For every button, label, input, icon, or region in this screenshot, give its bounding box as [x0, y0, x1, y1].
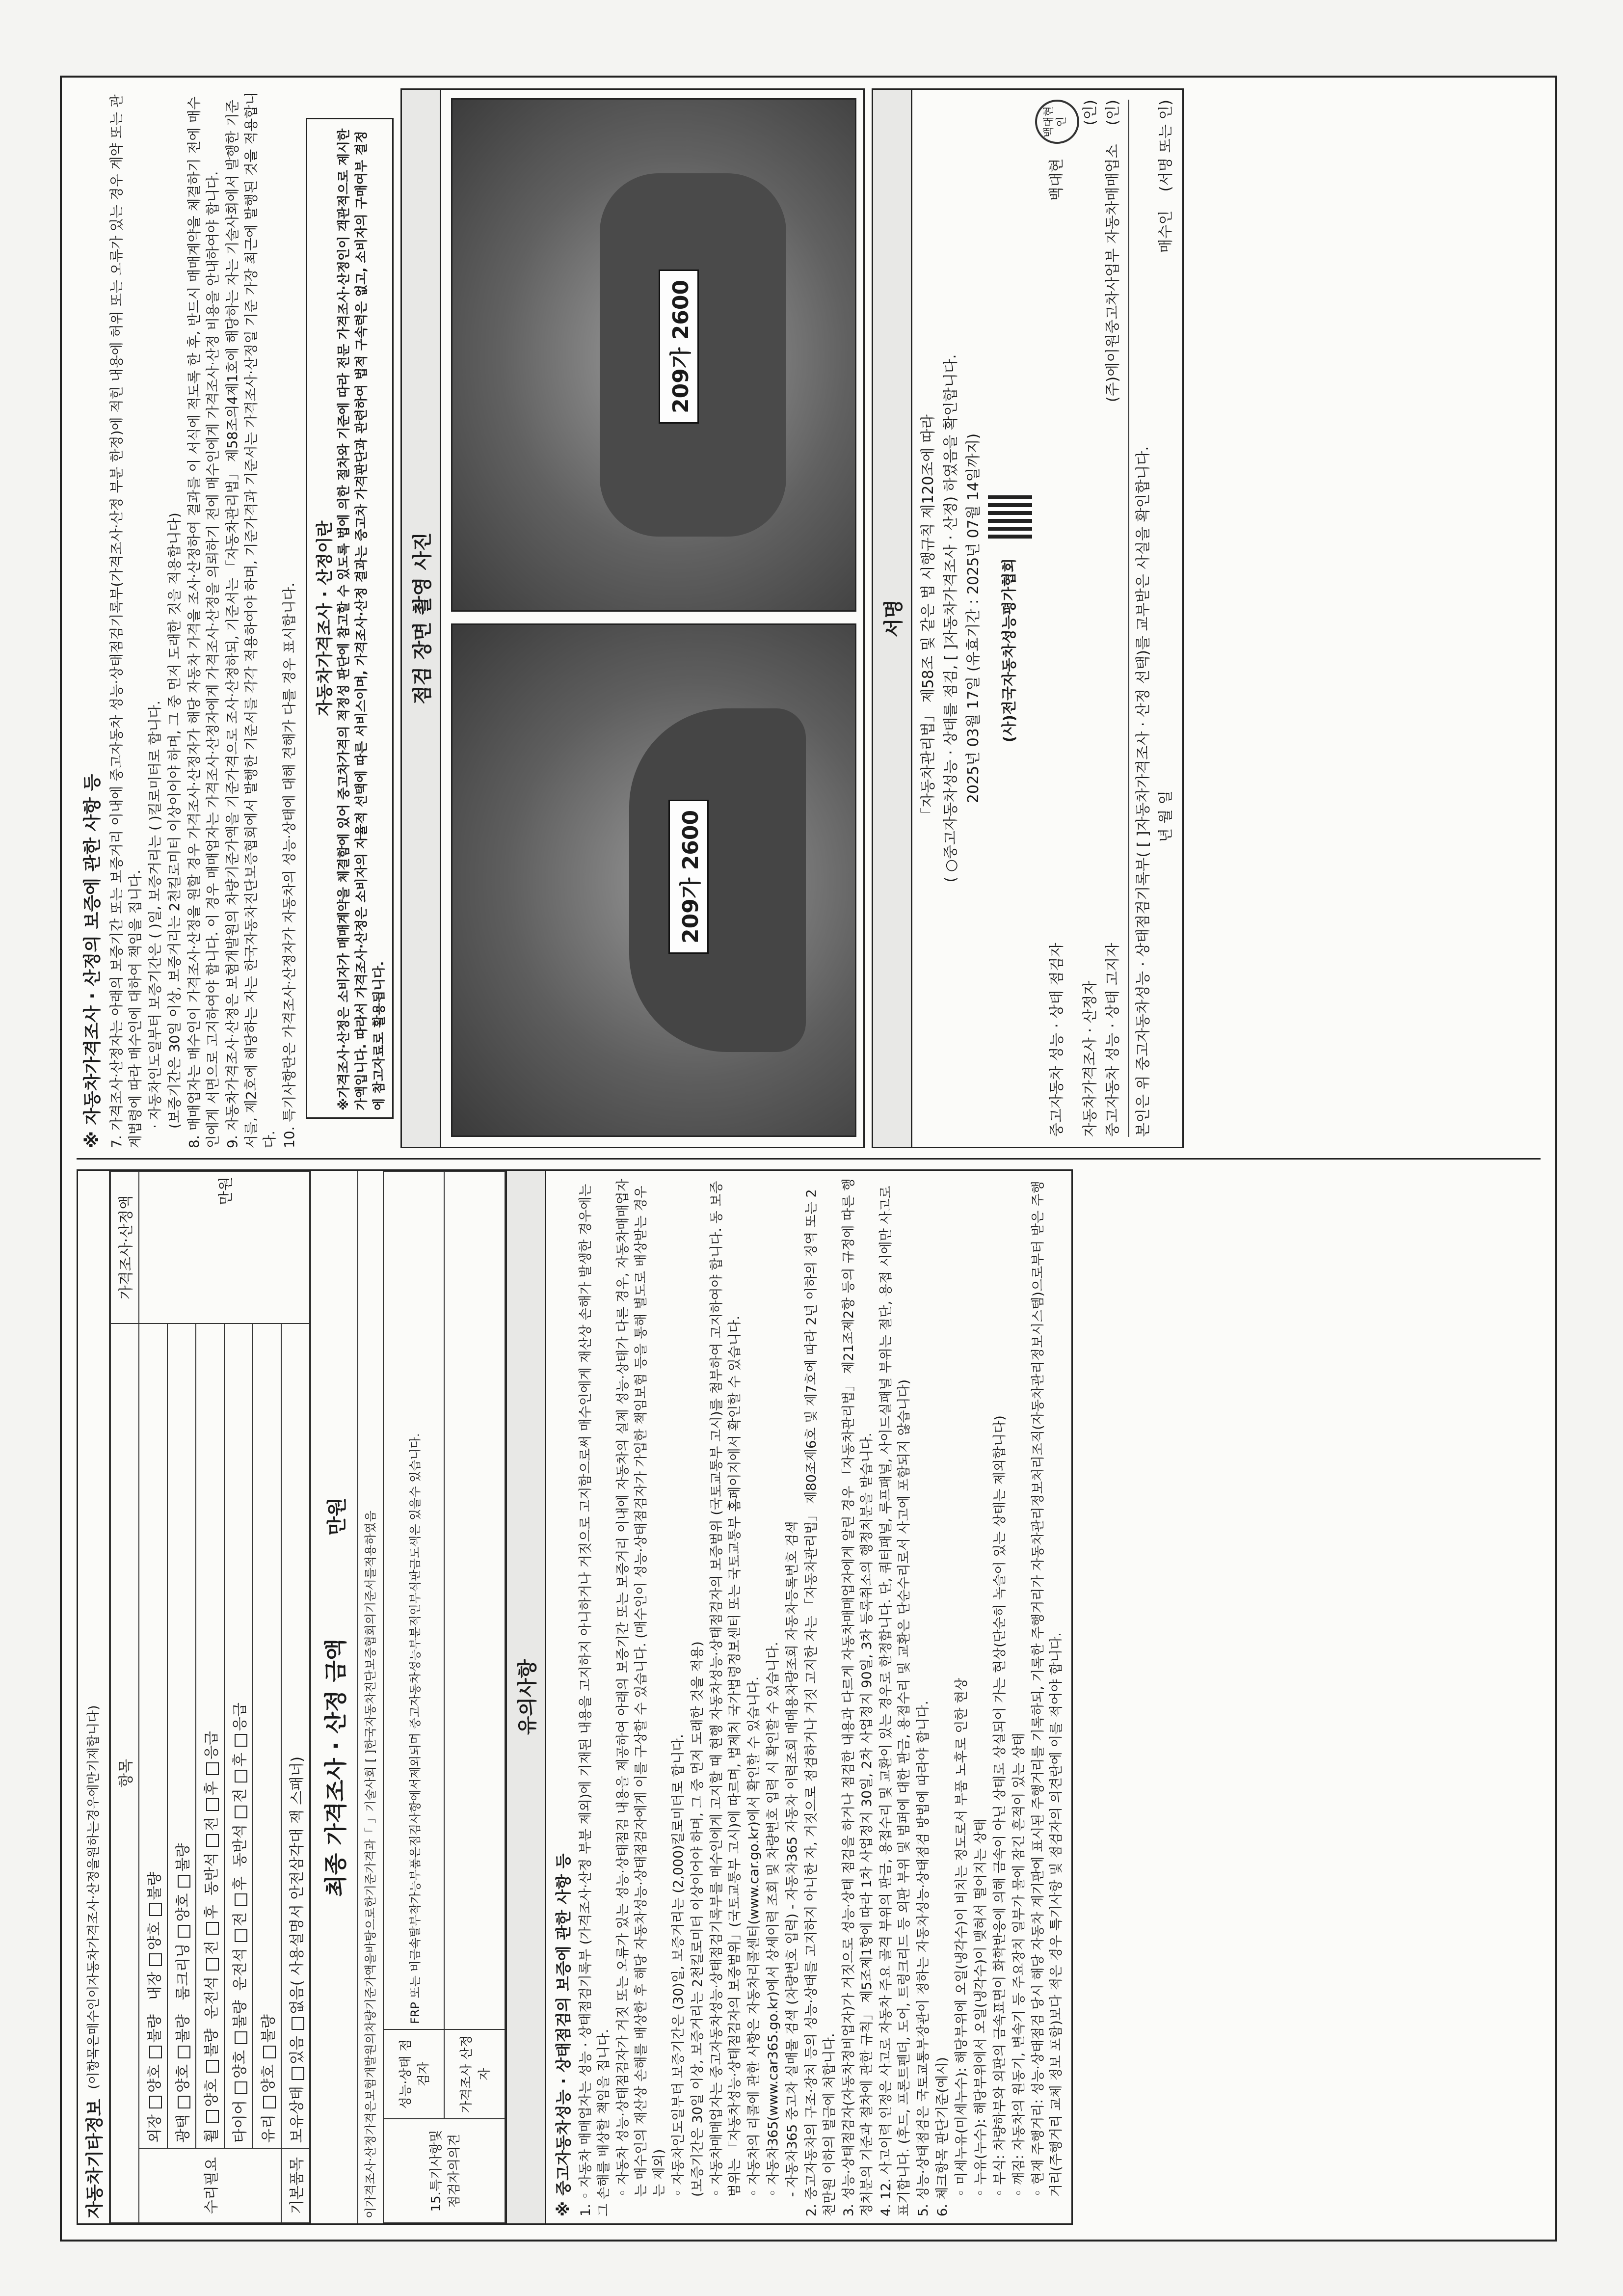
item-7: 7. 가격조사·산정자는 아래의 보증기간 또는 보증거리 이내에 중고자동차 성능·상태점검기록부(가격조사·산정 부분 한정)에 적힌 내용에 허위 또는 오류가 있는 경우 계약 또는 관계법령에 따라 매수인에 대하여 책임을 집니다.: [108, 94, 143, 1148]
other-info-table: [110, 1171, 310, 2223]
price-checker-label: 가격조사 산정자: [444, 2029, 505, 2119]
seal-stamp-icon: 백대현인: [1035, 100, 1079, 144]
note-1c: ◦ 자동차인도일부터 보증기간은 (30)일, 보증거리는 (2,000)킬로미터로 합니다.: [671, 1734, 686, 2197]
note-6b: ◦ 누유(누수): 해당부위에서 오일(냉각수)이 맺혀서 떨어지는 상태: [973, 1818, 988, 2197]
checkbox[interactable]: [235, 1806, 247, 1818]
final-price-unit: 만원: [326, 1497, 348, 1536]
col-price: 가격조사·산정액: [110, 1171, 139, 1324]
row-basic: 보유상태있음없음( 사용설명서 안전삼각대 잭 스패너): [281, 1324, 310, 2148]
checkbox[interactable]: [149, 1953, 162, 1966]
row-wheel: 휠양호불량 운전석전후 동반석전후응급: [196, 1324, 224, 2148]
checkbox[interactable]: [149, 1903, 162, 1916]
price-unit: 만원: [139, 1171, 310, 1324]
checkbox[interactable]: [263, 2046, 276, 2058]
checkbox[interactable]: [178, 1925, 190, 1938]
note-3: 3. 성능·상태점검자(자동차정비업자)가 거짓으로 성능·상태 점검을 하거나 점검한 내용과 다르게 자동차매매업자에게 알린 경우 「자동차관리법」 제21조제2항 등의 규정에 따른 행정처분의 기준과 절차에 관한 규칙」 제5조제1항에 따라 1차 사업정지 30일, 2차 사업정지 90일, 3차 등록취소의 행정처분을 받습니다.: [841, 1178, 875, 2216]
ymd: 년 월 일: [1157, 790, 1174, 842]
checkbox[interactable]: [235, 1929, 247, 1942]
final-price-title: 최종 가격조사 · 산정 금액: [322, 1638, 349, 1897]
car-body: [629, 708, 806, 1052]
checkbox[interactable]: [149, 2096, 162, 2108]
price-checker-opinion: [444, 1171, 505, 2029]
note-1g: ◦ 자동차365(www.car365.go.kr)에서 상세이력 조회 및 차량번호 입력 시 확인할 수 있습니다.: [766, 1642, 781, 2197]
photo-area: [441, 88, 865, 1148]
note-6a: ◦ 미세누유(미세누수): 해당부위에 오일(냉각수)이 비치는 정도로서 부품 노후로 인한 현상: [954, 1677, 969, 2197]
checkbox[interactable]: [178, 2096, 190, 2108]
org-name: (사)전국자동차성능평가협회: [1001, 558, 1018, 743]
rear-car-photo: [451, 98, 856, 612]
note-1e: ◦ 자동차매매업자는 중고자동차성능·상태점검기록부를 매수인에게 고지할 때 현행 자동차성능·상태점검자의 보증범위 (국토교통부 고시)를 첨부하여 고지하여야 합니다. 동 보증범위는 「자동차성능·상태점검자의 보증범위」(국토교통부 고시)에 따르며, 법제처 국가법령정보센터 또는 국토교통부 홈페이지에서 확인할 수 있습니다.: [709, 1181, 743, 2197]
special-label: 15.특기사항및 점검자의의견: [383, 2119, 505, 2223]
checkbox[interactable]: [235, 2031, 247, 2044]
inspection-record-page: [60, 76, 1557, 2242]
front-car-photo: [451, 623, 856, 1137]
in-2: (인): [1104, 100, 1121, 126]
checkbox[interactable]: [206, 1958, 219, 1971]
checkbox[interactable]: [206, 1922, 219, 1935]
note-1d: (보증기간은 30일 이상, 보증거리는 2천킬로미터 이상이어야 하며, 그 중 먼저 도래한 것을 적용): [690, 1641, 705, 2197]
left-column: [77, 1169, 1541, 2225]
note-1b: ◦ 자동차 성능·상태점검자가 거짓 또는 오류가 있는 성능·상태점검 내용을 제공하여 아래의 보증기간 또는 보증거리 이내에 자동차의 실제 성능·상태가 다른 경우, 자동차매매업자는 매수인의 재산상 손해를 배상한 후 해당 자동차성능·상태점검자에게 이를 구상할 수 있습니다. (매수인이 성능·상태점검자가 가입한 책임보험 등을 통해 별도로 배상받는 경우는 제외): [615, 1179, 667, 2197]
note-2: 2. 중고자동차의 구조·장치 등의 성능·상태를 고지하지 아니한 자, 거짓으로 점검하거나 거짓 고지한 자는 「자동차관리법」 제80조제6호 및 제7호에 따라 2년 이하의 징역 또는 2천만원 이하의 벌금에 처합니다.: [804, 1189, 837, 2216]
in-1: (인): [1082, 100, 1099, 126]
buyer-label: 매수인: [1157, 210, 1174, 253]
repair-label: 수리필요: [139, 2148, 281, 2223]
note-6: 6. 체크항목 판단기준(예시): [935, 2057, 950, 2216]
item-10: 10. 특기사항란은 가격조사·산정자가 자동차의 성능·상태에 대해 견해가 다를 경우 표시합니다.: [281, 582, 297, 1148]
other-info-note: (이항목은매수인이자동차가격조사·산정을원하는경우에만기재합니다): [86, 1705, 101, 2089]
note-5: 5. 성능·상태점검은 국토교통부장관이 정하는 자동차성능·상태점검 방법에 따라야 합니다.: [916, 1701, 931, 2216]
license-plate: 209가 2600: [668, 800, 709, 954]
perf-checker-label: 성능·상태 점검자: [383, 2029, 444, 2119]
sign-area: [912, 88, 1184, 1148]
row-exterior: 외장양호불량 내장양호불량: [139, 1324, 167, 2148]
price-definition-title: 자동차가격조사 · 산정이란: [315, 520, 335, 716]
note-6c: ◦ 부식: 차량하부와 외판의 금속표면이 화학반응에 의해 금속이 아닌 상태로 상실되어 가는 현상(단순히 녹슬어 있는 상태는 제외합니다): [992, 1415, 1008, 2197]
item-9: 9. 자동차가격조사·산정은 보험개발원의 차량기준가액을 기준가격으로 조사·산정하되, 기준서는 「자동차관리법」 제58조의4제1호에 해당하는 자는 기술사회에서 발행한 기준서를, 제2호에 해당하는 자는 한국자동차진단보증협회에서 발행한 기준서를 각각 적용하여야 하며, 기준가격과 기준서는 가격조사·산정일 기준 가장 최근에 발행된 것을 적용합니다.: [224, 91, 278, 1148]
signer-notify-label: 중고자동차 성능 · 상태 고지자: [1104, 943, 1121, 1137]
frp-note: FRP 또는 비금속탈부착가능부품은점검사항에서제외되며 중고자동차성능부분적인부식판금도색은 있을수 있습니다.: [383, 1171, 444, 2029]
note-1: 1. ◦ 자동차 매매업자는 성능 · 상태점검기록부 (가격조사·산정 부분 제외)에 기재된 내용을 고지하지 아니하거나 거짓으로 고지함으로써 매수인에게 재산상 손해가 발생한 경우에는 그 손해를 배상할 책임을 집니다.: [578, 1184, 612, 2216]
notice-title: 유의사항: [506, 1171, 546, 2223]
signer-price-label: 자동차가격조사 · 산정자: [1082, 980, 1099, 1137]
checkbox[interactable]: [206, 2110, 219, 2123]
special-table: [383, 1171, 506, 2223]
checkbox[interactable]: [178, 1875, 190, 1888]
note-6d: ◦ 깨짐: 자동차의 원동기, 변속기 등 주요장치 일부가 물에 잠긴 흔적이 있는 상태: [1011, 1732, 1027, 2197]
item-7b: (보증기간은 30일 이상, 보증거리는 2천킬로미터 이상이어야 하며, 그 중 먼저 도래한 것을 적용합니다): [166, 513, 183, 1129]
signer-perf-name: 백대현: [1048, 158, 1065, 201]
basic-label: 기본품목: [281, 2148, 310, 2223]
price-definition-text: ※가격조사·산정은 소비자가 매매계약을 체결함에 있어 중고차가격의 적정성 판단에 참고할 수 있도록 법에 의한 절차와 기준에 따라 전문 가격조사·산정인이 객관적으로 제시한 가액입니다. 따라서 가격조사·산정은 소비자의 자율적 선택에 따른 서비스이며, 가격조사·산정 결과는 중고차 가격판단과 관련하여 법적 구속력은 없고, 소비자의 구매여부 결정에 참고자료로 활용됩니다.: [337, 128, 387, 1110]
note-1f: ◦ 자동차의 리콜에 관한 사항은 자동차리콜센터(www.car.go.kr)에서 확인할 수 있습니다.: [746, 1676, 762, 2197]
note-1h: - 자동차365 중고차 실매물 검색 (차량번호 입력) - 자동차365 자동차 이력조회 매매용차량조회 자동차등록번호 검색: [785, 1521, 800, 2197]
checkbox[interactable]: [235, 1734, 247, 1747]
photo-section-title: 점검 장면 촬영 사진: [400, 88, 441, 1148]
checkbox[interactable]: [206, 2060, 219, 2073]
law-line: 「자동차관리법」 제58조 및 같은 법 시행규칙 제120조에 따라: [920, 414, 937, 822]
qr-code-icon: [988, 494, 1032, 539]
check-line: ( ○중고자동차성능 · 상태를 점검, [ ]자동차가격조사 · 산정) 하였음을 확인합니다.: [942, 354, 959, 883]
sign-or-seal: (서명 또는 인): [1157, 100, 1174, 192]
checkbox[interactable]: [235, 2081, 247, 2094]
col-item: 항목: [110, 1324, 139, 2223]
row-tire: 타이어양호불량 운전석전후 동반석전후응급: [224, 1324, 253, 2148]
sign-title: 서명: [872, 88, 912, 1148]
confirm-line: 본인은 위 중고자동차성능 · 상태점검기록부( [ ]자동차가격조사 · 산정 선택)를 교부받은 사실을 확인합니다.: [1128, 100, 1155, 1137]
checkbox[interactable]: [235, 1770, 247, 1783]
price-warranty-header: ※ 자동차가격조사 · 산정의 보증에 관한 사항 등: [82, 774, 103, 1148]
checkbox[interactable]: [206, 1798, 219, 1811]
checkbox[interactable]: [178, 2046, 190, 2058]
checkbox[interactable]: [149, 2046, 162, 2058]
checkbox[interactable]: [292, 2067, 304, 2080]
license-plate: 209가 2600: [659, 270, 699, 424]
price-definition-box: [306, 118, 394, 1119]
notice-body: [546, 1171, 1071, 2223]
checkbox[interactable]: [292, 2017, 304, 2030]
checkbox[interactable]: [206, 1834, 219, 1847]
other-info-title: 자동차기타정보: [85, 2099, 105, 2218]
row-glass: 유리양호불량: [253, 1324, 281, 2148]
item-7a: · 자동차인도일부터 보증기간은 ( )일, 보증거리는 ( )킬로미터로 합니다.: [147, 701, 163, 1129]
checkbox[interactable]: [235, 1893, 247, 1906]
notify-name: (주)에이원중고차사업부 자동차매매업소: [1104, 144, 1121, 403]
row-polish: 광택양호불량 룸크리닝양호불량: [167, 1324, 196, 2148]
date-line: 2025년 03월 17일 (유효기간 : 2025년 07월 14일까지): [965, 433, 982, 804]
final-price-note: 이가격조사·산정가격은보험개발원의차량기준가액을바탕으로한기준가격과「 」기술사회 [ ]한국자동차진단보증협회의기준서를적용하였음: [357, 1171, 383, 2223]
right-column: [77, 88, 1541, 1160]
checkbox[interactable]: [206, 1762, 219, 1775]
note-6e: ◦ 현재 주행거리: 성능·상태점검 당시 해당 자동차 계기판에 표시된 주행거리를 기록하되, 기록한 주행거리가 자동차관리정보처리조직(자동차관리정보시스템)으로부터 받은 주행거리(주행거리 교체 정보 포함)보다 적은 경우 특기사항 및 점검자의 의견란에 이를 적어야 합니다.: [1031, 1181, 1064, 2197]
note-4: 4. 12. 사고이력 인정은 사고로 자동차 주요 골격 부위의 판금, 용접수리 및 교환이 있는 경우로 한정합니다. 단, 쿼터패널, 루프패널, 사이드실패널 부위는 절단, 용접 시에만 사고로 표기합니다. (후드, 프론트펜더, 도어, 트렁크리드 등 외판 부위 및 범퍼에 대한 판금, 용접수리 및 교환은 단순수리로서 사고에 포함되지 않습니다): [878, 1186, 912, 2216]
other-info-box: [77, 1169, 1073, 2225]
item-8: 8. 매매업자는 매수인이 가격조사·산정을 원할 경우 가격조사·산정자가 해당 자동차 가격을 조사·산정하여 결과를 이 서식에 적도록 한 후, 반드시 매매계약을 체결하기 전에 매수인에게 서면으로 고지하여야 합니다. 이 경우 매매업자는 가격조사·산정자에게 가격조사·산정을 의뢰하기 전에 매수인에게 가격조사·산정 비용을 안내하여야 합니다.: [186, 96, 221, 1148]
notes-header: ※ 중고자동차성능 · 상태점검의 보증에 관한 사항 등: [554, 1853, 573, 2216]
signer-perf-label: 중고자동차 성능 · 상태 점검자: [1048, 943, 1065, 1137]
checkbox[interactable]: [263, 2096, 276, 2108]
